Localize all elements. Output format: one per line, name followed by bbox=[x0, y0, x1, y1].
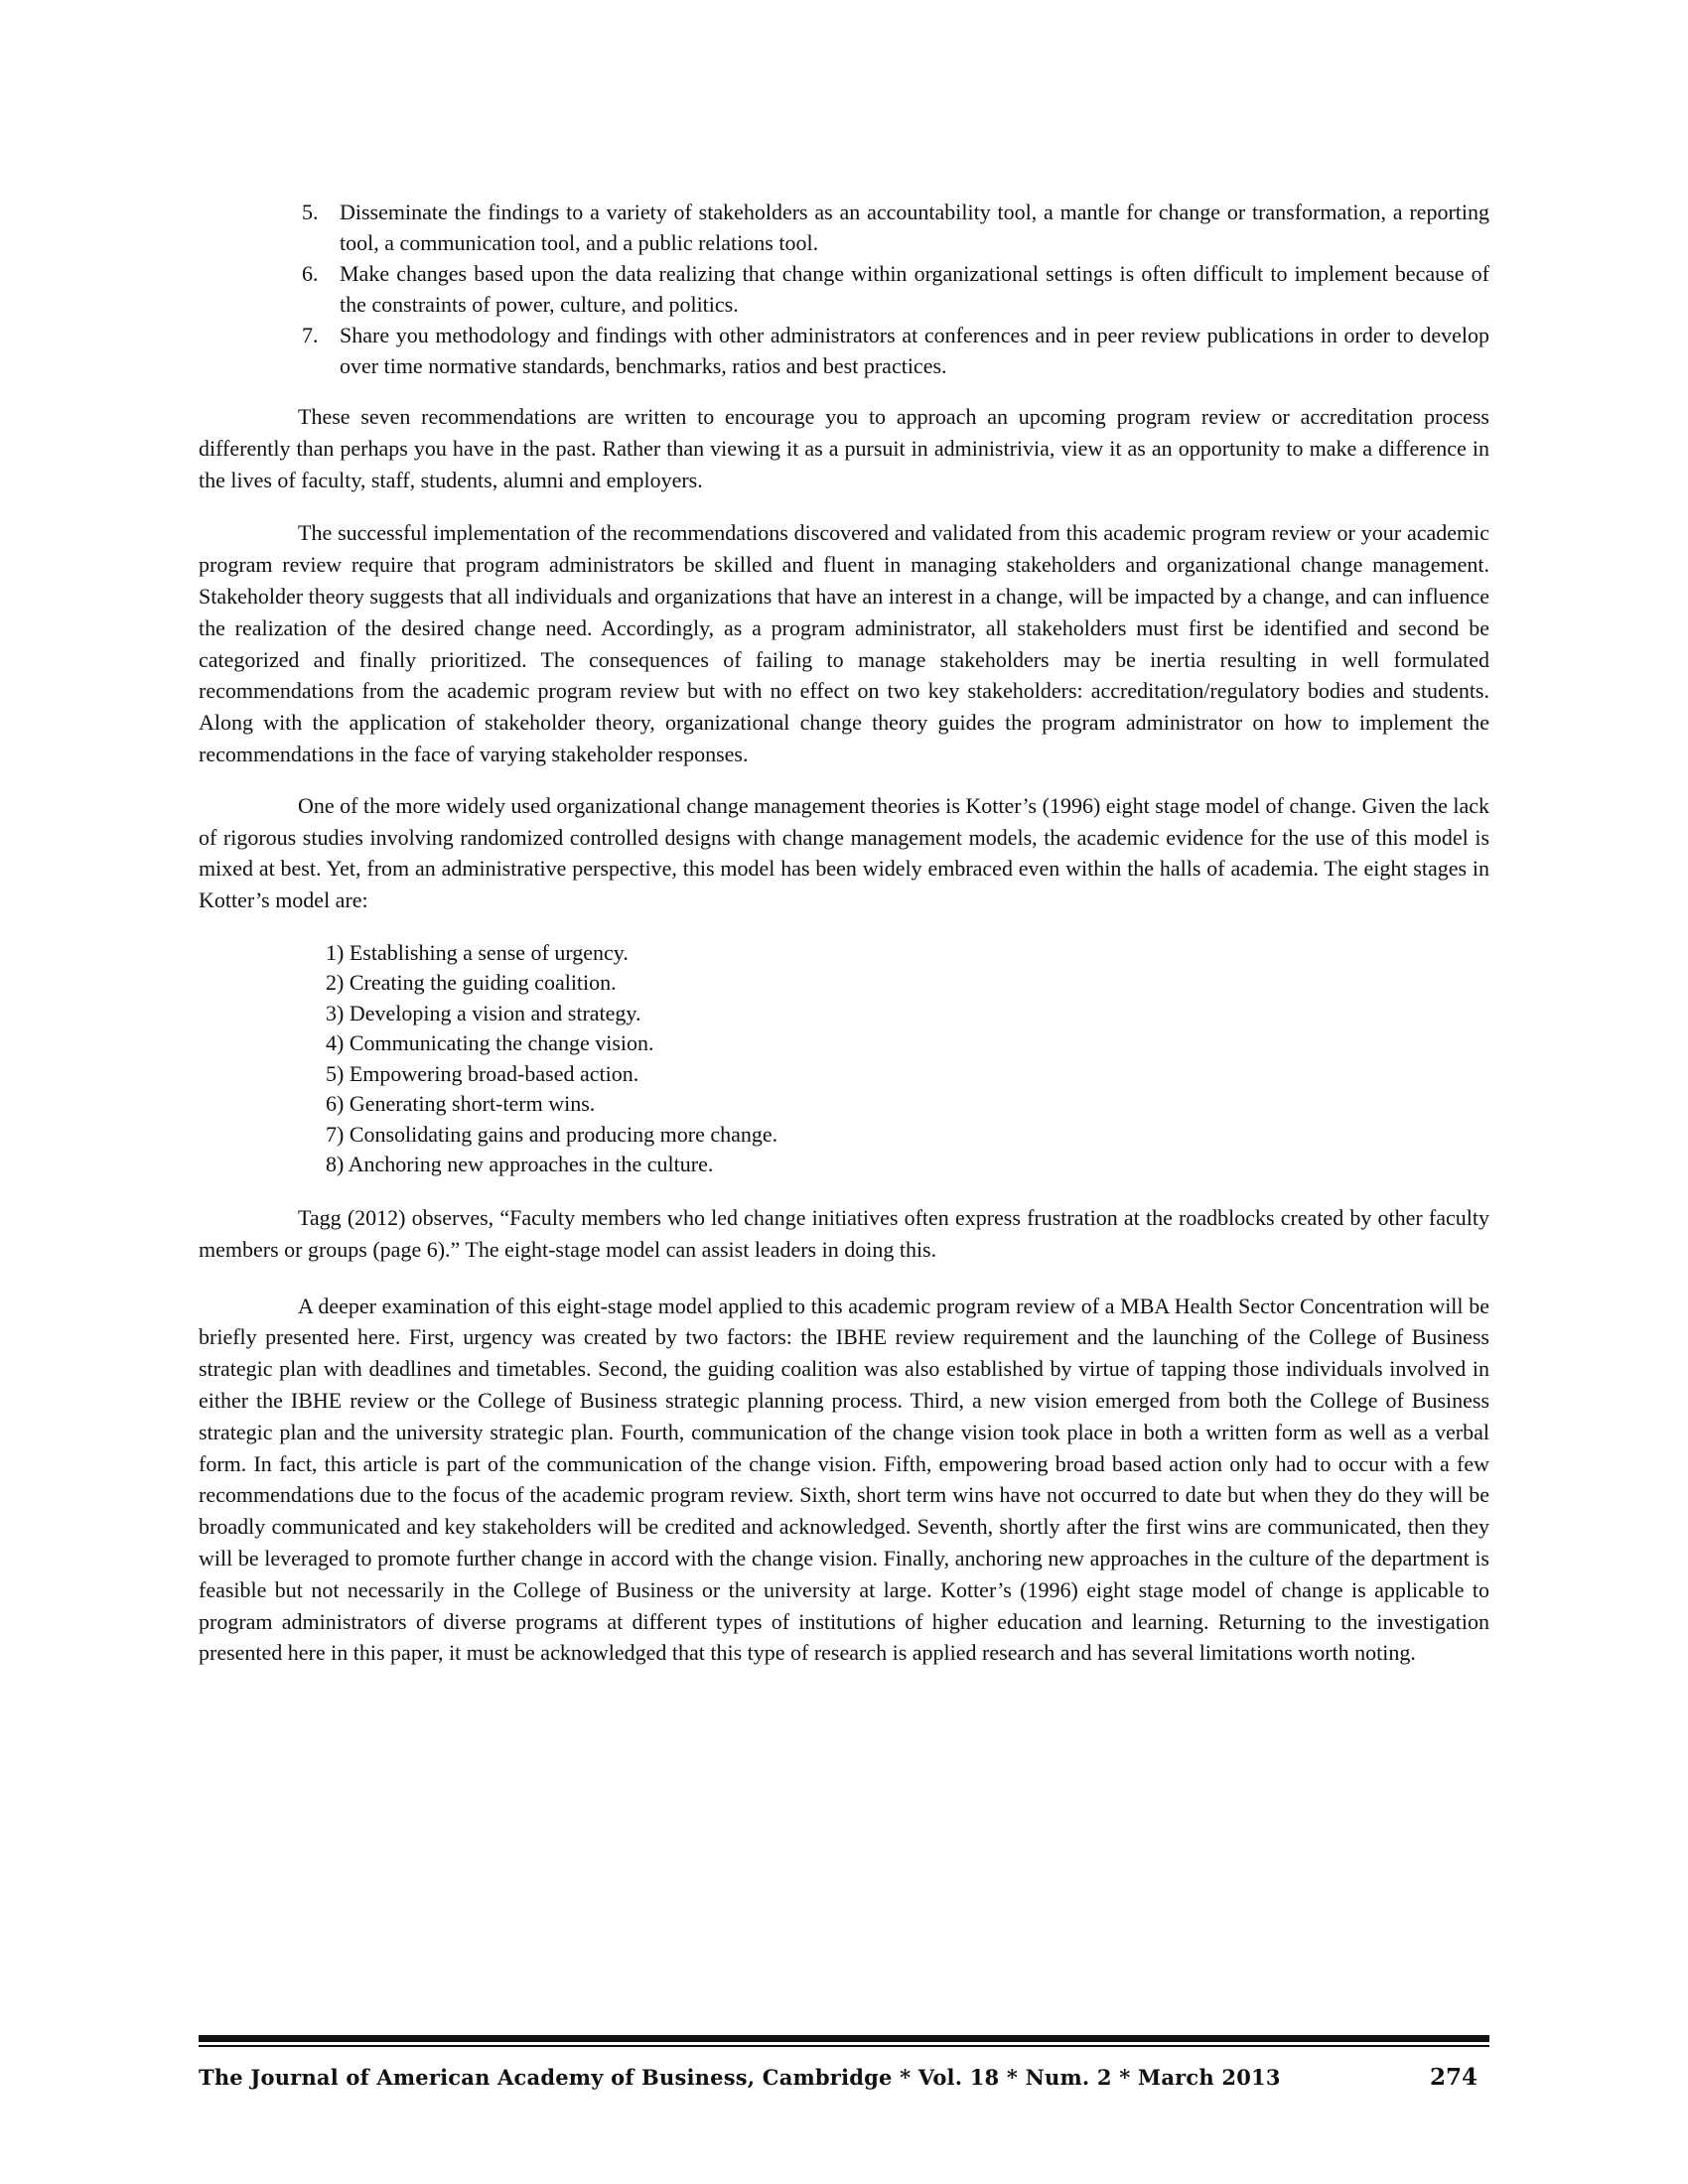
recommendations-list bbox=[199, 197, 1489, 381]
list-item bbox=[302, 258, 1489, 320]
list-item: 1) Establishing a sense of urgency. bbox=[326, 939, 629, 965]
list-item: 4) Communicating the change vision. bbox=[326, 1030, 654, 1056]
footer-divider-thin bbox=[199, 2045, 1489, 2047]
list-item-number: 5. bbox=[302, 200, 319, 224]
list-item bbox=[302, 197, 1489, 258]
kotter-stages-list bbox=[326, 938, 1489, 1180]
list-item: 3) Developing a vision and strategy. bbox=[326, 1000, 641, 1025]
list-item-text: Make changes based upon the data realizing that change within organizational settings is often difficult to implement because of the constraints of power, culture, and politics. bbox=[340, 261, 1489, 317]
list-item: 7) Consolidating gains and producing more change. bbox=[326, 1121, 778, 1147]
paragraph-recommendations-summary: These seven recommendations are written to encourage you to approach an upcoming program review or accreditation process differently than perhaps you have in the past. Rather than viewing it as a pursuit in administrivia, view it as an opportunity to make a difference in the lives of faculty, staff, students, alumni and employers. bbox=[199, 404, 1489, 492]
list-item-number: 6. bbox=[302, 261, 319, 286]
page-footer bbox=[199, 2061, 1489, 2095]
page-body bbox=[199, 197, 1489, 1669]
list-item: 5) Empowering broad-based action. bbox=[326, 1060, 639, 1086]
paragraph-kotter-intro: One of the more widely used organizational change management theories is Kotter’s (1996) eight stage model of change. Given the lack of rigorous studies involving randomized controlled designs with change management models, the academic evidence for the use of this model is mixed at best. Yet, from an administrative perspective, this model has been widely embraced even within the halls of academia. The eight stages in Kotter’s model are: bbox=[199, 792, 1489, 913]
page-number: 274 bbox=[1429, 2064, 1477, 2091]
list-item-text: Share you methodology and findings with other administrators at conferences and in peer review publications in order to develop over time normative standards, benchmarks, ratios and best practices. bbox=[340, 323, 1489, 378]
list-item: 6) Generating short-term wins. bbox=[326, 1091, 596, 1117]
journal-citation: The Journal of American Academy of Business, Cambridge * Vol. 18 * Num. 2 * March 2013 bbox=[199, 2065, 1281, 2090]
footer-divider bbox=[199, 2035, 1489, 2042]
paragraph-eight-stage-application: A deeper examination of this eight-stage model applied to this academic program review of a MBA Health Sector Concentration will be briefly presented here. First, urgency was created by two factors: the IBHE review requirement and the launching of the College of Business strategic plan with deadlines and timetables. Second, the guiding coalition was also established by virtue of tapping those individuals involved in either the IBHE review or the College of Business strategic planning process. Third, a new vision emerged from both the College of Business strategic plan and the university strategic plan. Fourth, communication of the change vision took place in both a written form as well as a verbal form. In fact, this article is part of the communication of the change vision. Fifth, empowering broad based action only had to occur with a few recommendations due to the focus of the academic program review. Sixth, short term wins have not occurred to date but when they do they will be broadly communicated and key stakeholders will be credited and acknowledged. Seventh, shortly after the first wins are communicated, then they will be leveraged to promote further change in accord with the change vision. Finally, anchoring new approaches in the culture of the department is feasible but not necessarily in the College of Business or the university at large. Kotter’s (1996) eight stage model of change is applicable to program administrators of diverse programs at different types of institutions of higher education and learning. Returning to the investigation presented here in this paper, it must be acknowledged that this type of research is applied research and has several limitations worth noting. bbox=[199, 1293, 1489, 1666]
list-item: 8) Anchoring new approaches in the culture. bbox=[326, 1152, 714, 1177]
list-item: 2) Creating the guiding coalition. bbox=[326, 970, 617, 996]
list-item bbox=[302, 320, 1489, 381]
paragraph-tagg-quote: Tagg (2012) observes, “Faculty members who led change initiatives often express frustration at the roadblocks created by other faculty members or groups (page 6).” The eight-stage model can assist leaders in doing this. bbox=[199, 1204, 1489, 1262]
list-item-text: Disseminate the findings to a variety of stakeholders as an accountability tool, a mantle for change or transformation, a reporting tool, a communication tool, and a public relations tool. bbox=[340, 200, 1489, 255]
list-item-number: 7. bbox=[302, 323, 319, 347]
paragraph-stakeholder-theory: The successful implementation of the recommendations discovered and validated from this academic program review or your academic program review require that program administrators be skilled and fluent in managing stakeholders and organizational change management. Stakeholder theory suggests that all individuals and organizations that have an interest in a change, will be impacted by a change, and can influence the realization of the desired change need. Accordingly, as a program administrator, all stakeholders must first be identified and second be categorized and finally prioritized. The consequences of failing to manage stakeholders may be inertia resulting in well formulated recommendations from the academic program review but with no effect on two key stakeholders: accreditation/regulatory bodies and students. Along with the application of stakeholder theory, organizational change theory guides the program administrator on how to implement the recommendations in the face of varying stakeholder responses. bbox=[199, 520, 1489, 766]
